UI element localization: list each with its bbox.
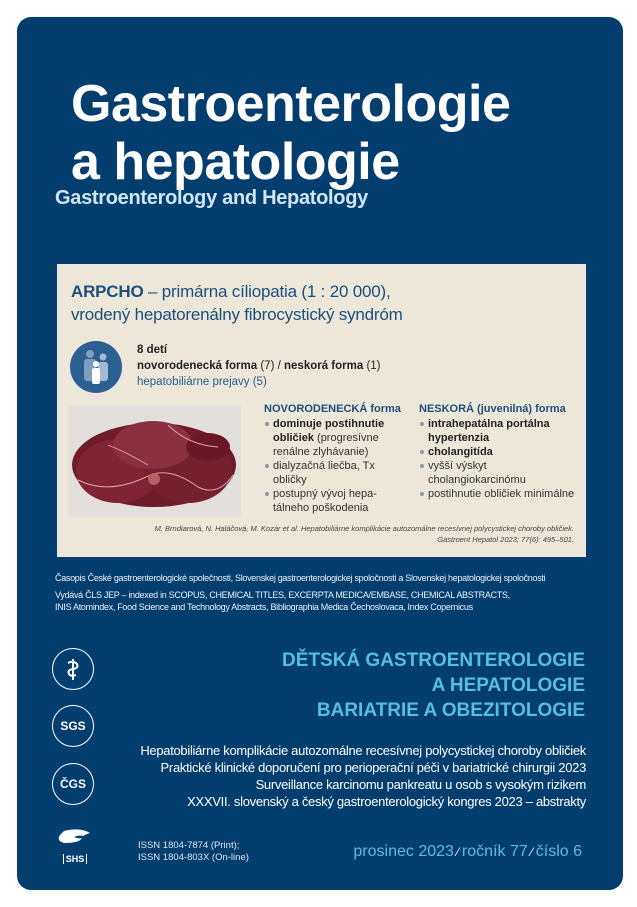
article-title: XXXVII. slovenský a český gastroenterologický kongres 2023 – abstrakty <box>187 794 586 809</box>
issn-online: ISSN 1804-803X (On-line) <box>138 852 249 863</box>
article-title: Surveillance karcinomu pankreatu u osob s vysokým rizikem <box>255 777 586 792</box>
item-bold: intrahepatálna portálna hypertenzia <box>428 418 550 444</box>
issn-info <box>138 840 249 864</box>
article-title: Hepatobiliárne komplikácie autozomálne recesívnej polycystickej choroby obličiek <box>140 743 586 758</box>
sgs-logo-icon: SGS <box>52 705 94 747</box>
column-heading: NESKORÁ (juvenilná) forma <box>419 403 566 415</box>
journal-subtitle: Gastroenterology and Hepatology <box>55 187 368 209</box>
issue-date: prosinec 2023 <box>353 843 454 860</box>
section-heading: DĚTSKÁ GASTROENTEROLOGIE <box>282 650 585 671</box>
citation-line-2: Gastroent Hepatol 2023; 77(6): 495–501. <box>437 535 574 544</box>
family-icon <box>70 341 122 393</box>
stats-neonatal-count: (7) / <box>257 360 284 372</box>
kidney-photo <box>68 405 241 517</box>
stats-neonatal-label: novorodenecká forma <box>137 360 258 372</box>
item-text: (progresívne renálne zlyhávanie) <box>273 432 379 458</box>
graphical-abstract <box>57 264 586 557</box>
figure-title-acronym: ARPCHO <box>71 282 144 301</box>
issue-volume: ročník 77 <box>461 843 528 860</box>
slash-separator-icon: ⁄ <box>456 845 459 859</box>
figure-title-rest: – primárna cíliopatia (1 : 20 000), <box>143 282 391 301</box>
slash-separator-icon: ⁄ <box>530 845 533 859</box>
society-line-2: Vydává ČLS JEP – indexed in SCOPUS, CHEMICAL TITLES, EXCERPTA MEDICA/EMBASE, CHEMICAL ABSTRACTS, <box>55 590 510 600</box>
figure-title <box>71 280 403 326</box>
item-text: postihnutie obličiek minimálne <box>428 488 575 500</box>
item-text: postupný vývoj hepa-tálneho poškodenia <box>273 488 377 514</box>
list-item <box>419 487 579 501</box>
featured-articles <box>140 742 586 810</box>
item-bold: cholangitída <box>428 446 493 458</box>
late-form-column <box>419 402 579 501</box>
issue-info <box>353 843 582 861</box>
item-bold: dominuje postihnutie obličiek <box>273 418 385 444</box>
item-text: vyšší výskyt cholangiokarcinómu <box>428 460 526 486</box>
cgs-logo-icon: ČGS <box>52 763 94 805</box>
society-info <box>55 572 615 613</box>
list-item <box>264 487 409 515</box>
section-heading: BARIATRIE A OBEZITOLOGIE <box>316 700 585 721</box>
stats-late-label: neskorá forma <box>284 360 364 372</box>
stats-count: 8 detí <box>137 344 168 356</box>
title-line-2: a hepatologie <box>71 133 400 191</box>
cls-jep-logo-icon <box>52 648 94 690</box>
issn-print: ISSN 1804-7874 (Print); <box>138 840 240 851</box>
stats-hepatobiliary: hepatobiliárne prejavy (5) <box>137 376 267 388</box>
shs-logo-text: SHS <box>63 854 87 864</box>
stats-late-count: (1) <box>363 360 381 372</box>
neonatal-form-column <box>264 402 409 515</box>
column-heading: NOVORODENECKÁ forma <box>264 403 401 415</box>
list-item <box>264 459 409 487</box>
list-item <box>419 417 579 445</box>
patient-stats <box>137 342 381 390</box>
society-line-1: Časopis České gastroenterologické společnosti, Slovenskej gastroenterologickej spoločnosti a Slovenskej hepatologickej spoločnosti <box>55 573 546 583</box>
figure-citation <box>69 523 574 545</box>
issue-sections <box>282 648 585 723</box>
section-heading: A HEPATOLOGIE <box>431 675 585 696</box>
shs-logo-icon <box>50 829 98 863</box>
society-line-3: INIS Atomindex, Food Science and Technology Abstracts, Bibliographia Medica Čechoslovaca, Index Copernicus <box>55 602 473 612</box>
citation-line-1: M. Brndiarová, N. Haláčová, M. Kozár et al. Hepatobiliárne komplikácie autozomálne recesívnej polycystickej choroby obličiek. <box>154 524 574 533</box>
list-item <box>264 417 409 459</box>
issue-number: číslo 6 <box>535 843 582 860</box>
journal-title <box>71 75 510 191</box>
list-item <box>419 459 579 487</box>
title-line-1: Gastroenterologie <box>71 75 511 133</box>
article-title: Praktické klinické doporučení pro perioperační péči v bariatrické chirurgii 2023 <box>160 760 586 775</box>
item-text: dialyzačná liečba, Tx obličky <box>273 460 375 486</box>
list-item <box>419 445 579 459</box>
figure-title-line2: vrodený hepatorenálny fibrocystický syndróm <box>71 305 403 324</box>
